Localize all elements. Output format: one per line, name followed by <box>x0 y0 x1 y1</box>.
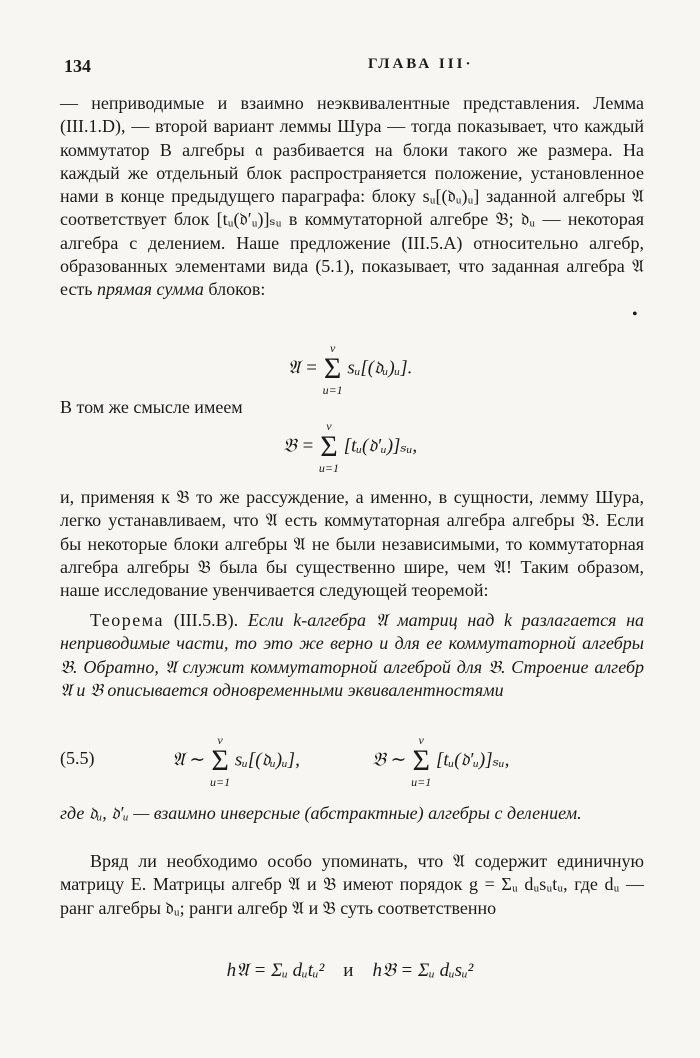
paragraph-1-last-before: заданная алгебра 𝔄 есть <box>60 256 644 300</box>
paragraph-3: и, применяя к 𝔅 то же рассуждение, а именно, в сущности, лемму Шура, легко устанавливаем, что 𝔄 есть коммутаторная алгебра алгебры 𝔅. Если бы некоторые блоки алгебры 𝔄 не были независимыми, то коммутаторная алгебра алгебры 𝔅 была бы существенно шире, чем 𝔄! Таким образом, наше исследование увенчивается следующей теоремой: <box>60 487 644 601</box>
formula-5-5-rhs2: [tᵤ(𝔡′ᵤ)]ₛᵤ, <box>436 749 510 771</box>
theorem-ref: (III.5.B). <box>164 610 248 630</box>
paragraph-1-text: — неприводимые и взаимно неэквивалентные представления. Лемма (III.1.D), — второй вариант леммы Шура — тогда показывает, что каждый коммутатор B алгебры 𝔞 разбивается на блоки такого же размера. На каждый же отдельный блок распространяется положение, установленное нами в конце предыдущего параграфа: блоку sᵤ[(𝔡ᵤ)ᵤ] заданной алгебры 𝔄 соответствует блок [tᵤ(𝔡′ᵤ)]ₛᵤ в коммутаторной алгебре 𝔅; 𝔡ᵤ — некоторая алгебра с делением. Наше предложение (III.5.A) относительно алгебр, образованных элементами вида (5.1), показывает, что <box>60 93 644 277</box>
sum-sign: v Σ u=1 <box>318 419 340 475</box>
paragraph-1-last-after: блоков: <box>203 279 266 300</box>
paragraph-5: Вряд ли необходимо особо упоминать, что 𝔄 содержит единичную матрицу E. Матрицы алгебр 𝔄 и 𝔅 имеют порядок g = Σᵤ dᵤsᵤtᵤ, где dᵤ — ранг алгебры 𝔡ᵤ; ранги алгебр 𝔄 и 𝔅 суть соответственно <box>60 851 644 918</box>
sum-upper-limit: v <box>418 733 424 747</box>
stray-mark: • <box>632 306 638 323</box>
formula-4-part2: h𝔅 = Σᵤ dᵤsᵤ² <box>372 960 474 981</box>
paragraph-2: В том же смысле имеем <box>60 397 243 417</box>
formula-5-5 <box>0 734 700 794</box>
formula-2-rhs: [tᵤ(𝔡′ᵤ)]ₛᵤ, <box>343 435 418 457</box>
sum-lower-limit: u=1 <box>318 461 340 475</box>
formula-4-part1: h𝔄 = Σᵤ dᵤtᵤ² <box>226 960 325 981</box>
sum-lower-limit: u=1 <box>411 775 432 789</box>
formula-1 <box>0 342 700 396</box>
formula-2-lhs: 𝔅 = <box>282 435 315 457</box>
sum-sign: v Σ u=1 <box>322 341 343 397</box>
equation-number: (5.5) <box>60 748 95 768</box>
formula-5-5-right <box>372 734 509 788</box>
theorem-body: Если k-алгебра 𝔄 матриц над k разлагается на неприводимые части, то это же верно и для ее коммутаторной алгебры 𝔅. Обратно, 𝔄 служит коммутаторной алгеброй для 𝔅. Строение алгебр 𝔄 и 𝔅 описывается одновременными эквивалентностями <box>60 610 645 700</box>
theorem <box>60 609 644 702</box>
sum-lower-limit: u=1 <box>322 383 343 397</box>
formula-4 <box>0 960 700 982</box>
paragraph-4: где 𝔡ᵤ, 𝔡′ᵤ — взаимно инверсные (абстрактные) алгебры с делением. <box>60 803 582 823</box>
page-header <box>64 56 636 80</box>
page-number: 134 <box>64 56 91 76</box>
formula-1-rhs: sᵤ[(𝔡ᵤ)ᵤ]. <box>347 357 413 379</box>
formula-4-and: и <box>343 960 354 981</box>
sum-upper-limit: v <box>329 341 336 355</box>
theorem-label: Теорема <box>90 610 165 630</box>
sum-upper-limit: v <box>326 419 332 433</box>
sum-upper-limit: v <box>217 733 223 747</box>
formula-5-5-lhs2: 𝔅 ∼ <box>372 749 407 771</box>
formula-5-5-rhs1: sᵤ[(𝔡ᵤ)ᵤ], <box>234 749 300 771</box>
sum-sign: v Σ u=1 <box>210 733 231 789</box>
chapter-title: ГЛАВА III· <box>368 56 474 72</box>
sum-sign: v Σ u=1 <box>411 733 432 789</box>
formula-5-5-lhs1: 𝔄 ∼ <box>172 749 206 771</box>
formula-1-lhs: 𝔄 = <box>287 357 318 379</box>
paragraph-1-last-italic: прямая сумма <box>97 279 204 300</box>
formula-2 <box>0 420 700 474</box>
sum-lower-limit: u=1 <box>210 775 231 789</box>
paragraph-1 <box>60 92 644 302</box>
formula-5-5-left <box>172 734 300 788</box>
